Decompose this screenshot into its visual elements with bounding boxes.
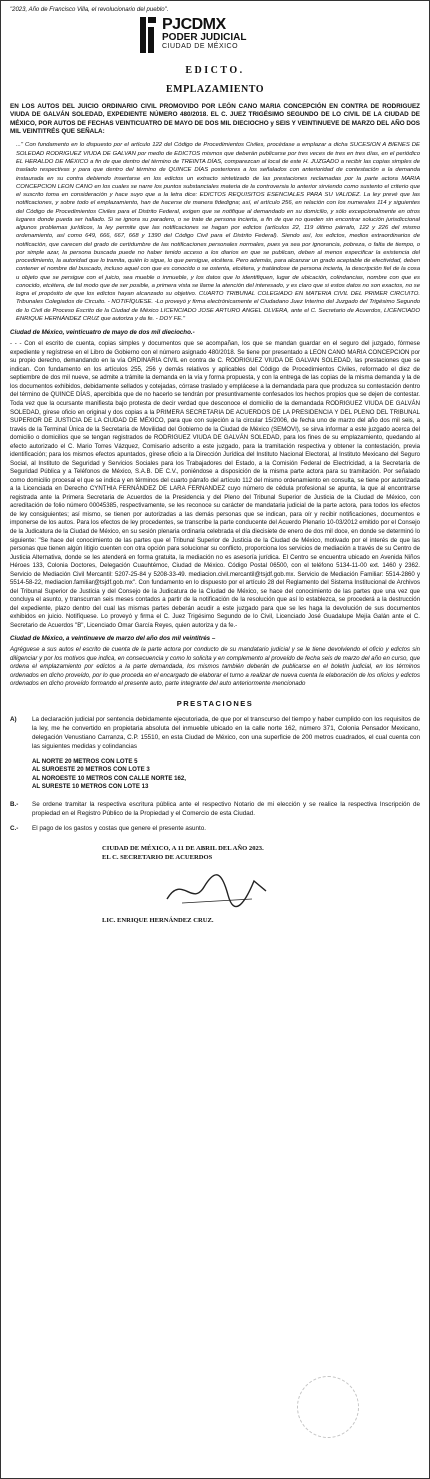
item-text: La declaración judicial por sentencia debidamente ejecutoriada, de que por el transcurso del tiempo y haber cumplido con los requisitos de la ley, me he convertido en propietaria absoluta del inmueble ubicado en la calle norte 162, número 371, Colonia Pensador Mexicano, delegación Venustiano Carranza, C.P. 15510, en esta Ciudad de México, con una superficie de 200 metros cuadrados, el cual cuenta con las siguientes medidas y colindancias (32, 716, 420, 751)
body-paragraph-1: - - - Con el escrito de cuenta, copias simples y documentos que se acompañan, los que se mandan guardar en el seguro del juzgado, fórmese expediente y regístrese en el Libro de Gobierno con el número asignado 480/2018. Se tiene por presentado a LEON CANO MARIA CONCEPCION por su propio derecho, demandando en la vía ORDINARIA CIVIL en contra de C. RODRIGUEZ VIUDA DE GALVAN SOLEDAD, las prestaciones que se indican. Con fundamento en los artículos 255, 256 y demás relativos y aplicables del Código de Procedimientos Civiles, reformado el diez de septiembre de dos mil nueve, se admite a trámite la demanda en la vía y forma propuesta, y con la entrega de las copias de la misma demanda y la de los documentos exhibidos, debidamente sellados y cotejadas, córrase traslado y emplácese a la demandada para que produzca su contestación dentro del término de QUINCE DÍAS, apercibida que de no hacerlo se tendrán por presuntivamente confesados los hechos propios que se dejen de contestar. Toda vez que la ocursante manifiesta bajo protesta de decir verdad que desconoce el domicilio de la demandada RODRIGUEZ VIUDA DE GALVÁN SOLEDAD, gírese oficio en original y dos copias a la PRIMERA SECRETARIA DE ACUERDOS DE LA PRESIDENCIA Y DEL PLENO DEL TRIBUNAL SUPERIOR DE JUSTICIA DE LA CIUDAD DE MÉXICO, para que con sujeción a la circular 15/2006, de fecha uno de marzo del año dos mil seis, a través de la Terminal Única de la Secretaría de Movilidad del Gobierno de la Ciudad de México (SEMOVI), se sirva informar a este juzgado acerca del domicilio o domicilios que se tengan registrados de RODRIGUEZ VIUDA DE GALVÁN SOLEDAD, para los fines de su emplazamiento, quedando al efecto autorizado el C. Mario Torres Vázquez, Comisario adscrito a este juzgado, para la tramitación respectiva y obtener la contestación, previa identificación; para los mismos efectos apuntados, gírese oficio a la Dirección Jurídica del Instituto Nacional Electoral, al Instituto Mexicano del Seguro Social, al Instituto de Seguridad y Servicios Sociales para los Trabajadores del Estado, a la Comisión Federal de Electricidad, a la Secretaría de Seguridad Pública y a Teléfonos de México, S.A.B. DE C.V., poniéndose a disposición de la misma parte actora para su tramitación. Por señalado como domicilio procesal el que se indica y en términos del cuarto párrafo del artículo 112 del mismo ordenamiento en consulta, se tiene por autorizada a la Licenciada en Derecho CYNTHIA FERNÁNDEZ DE LARA FERNANDEZ cuyo número de cédula profesional se apunta, la que al encontrarse registrada ante la Primera Secretaria de Acuerdos de la Presidencia y del Pleno del Tribunal Superior de Justicia de la Ciudad de México, con acreditación de folio número 00045385, respectivamente, se les reconoce su carácter de mandataria judicial de la parte actora, para todos los efectos de ley consiguientes; así mismo, se tienen por autorizadas a las demás personas que se indican, para oír y recibir notificaciones, documentos e imponerse de los autos. Para los efectos de ley procedentes, se transcribe la parte conducente del Acuerdo Plenario 10-03/2012 emitido por el Consejo de la Judicatura de la Ciudad de México, en su sesión plenaria ordinaria celebrada el día diecisiete de enero de dos mil doce, en donde se determinó lo siguiente: "Se hace del conocimiento de las partes que el Tribunal Superior de Justicia de la Ciudad de México, motivado por el interés de que las personas que tienen algún litigio cuenten con otra opción para solucionar su conflicto, proporciona los servicios de mediación a través de su Centro de Justicia Alternativa, donde se les atenderá en forma gratuita, la mediación no es asesoría jurídica. El Centro se encuentra ubicado en Avenida Niños Héroes 133, Colonia Doctores, Delegación Cuauhtémoc, Ciudad de México. Código Postal 06500, con el teléfono 5134-11-00 ext. 1460 y 2362. Servicio de Mediación Civil Mercantil: 5207-25-84 y 5208-33-49. mediacion.civil.mercantil@tsjdf.gob.mx. Servicio de Mediación Familiar: 5514-2860 y 5514-58-22, mediacion.familiar@tsjdf.gob.mx". Con fundamento en lo dispuesto por el artículo 28 del Reglamento del Sistema Institucional de Archivos del Tribunal Superior de Justicia y del Consejo de la Judicatura de la Ciudad de México, se hace del conocimiento de las partes que una vez que concluya el asunto, y transcurran seis meses contados a partir de la notificación de la resolución que así lo establezca, se procederá a la destrucción del expediente, plazo dentro del cual las mismas partes deberán acudir a este juzgado para que se les haga la devolución de sus documentos exhibidos en juicio. Notifíquese. Lo proveyó y firma el C. Juez Trigésimo Segundo de lo Civil, Licenciado José Guadalupe Mejía Galán ante el C. Secretario de Acuerdos "B", Licenciado Omar García Reyes, quien autoriza y da fe.- (10, 340, 420, 629)
date-heading-1: Ciudad de México, veinticuatro de mayo de dos mil dieciocho.- (10, 329, 195, 337)
logo-subtitle: PODER JUDICIAL (162, 32, 247, 43)
body-paragraph-2: Agréguese a sus autos el escrito de cuenta de la parte actora por conducto de su mandatario judicial y se le tiene devolviendo el oficio y edictos sin diligenciar y por los motivos que indica, en consecuencia y como lo solicita y en complemento al proveído de fecha seis de marzo del año en curso, que ordena el emplazamiento por edictos a la parte demandada, los mismos también deberán de publicarse en el boletín judicial, en los términos ordenados en dicho proveído, por lo que proceda en el encargado de elaborar el turno a realizar de nueva cuenta la elaboración de los oficios y edictos ordenados en dicho proveído formando el presente auto, parte integrante del auto anteriormente mencionado (10, 646, 420, 688)
date-heading-2: Ciudad de México, a veintinueve de marzo del año dos mil veintitrés – (10, 635, 216, 643)
colindancia-line: AL SUROESTE 20 METROS CON LOTE 3 (32, 766, 150, 774)
signature-name: LIC. ENRIQUE HERNÁNDEZ CRUZ. (102, 916, 214, 924)
colindancia-line: AL SURESTE 10 METROS CON LOTE 13 (32, 783, 149, 791)
document-title: EDICTO. (185, 65, 245, 76)
item-text: Se ordene tramitar la respectiva escritura pública ante el respectivo Notario de mi elección y se realice la respectiva Inscripción de propiedad en el Registro Público de la Propiedad y el Comercio de esta Ciudad. (32, 800, 420, 817)
item-text: El pago de los gastos y costas que genere el presente asunto. (32, 824, 206, 832)
prestacion-item-b (10, 800, 420, 818)
document-subtitle: EMPLAZAMIENTO (166, 84, 264, 95)
signature-scribble-icon (162, 869, 272, 909)
colindancias-list (32, 758, 420, 792)
court-seal-stamp (297, 1376, 359, 1438)
colindancia-line: AL NOROESTE 10 METROS CON CALLE NORTE 162, (32, 774, 186, 782)
auto-quote-paragraph: ..." Con fundamento en lo dispuesto por el artículo 122 del Código de Procedimientos Civiles, procédase a emplazar a dicha SUCESION A BIENES DE SOLEDAD RODRIGUEZ VIUDA DE GALVAN por medio de EDICTOS mismos que deberán publicarse por tres veces de tres en tres días, en el periódico EL HERALDO DE MÉXICO a fin de que dentro del término de TREINTA DÍAS, comparezcan al local de este H. JUZGADO a recibir las copias simples de traslado respectivas y para que dentro del término de QUINCE DÍAS posteriores a los señalados con anterioridad de contestación a la demanda instaurada en su contra debiendo insertarse en los edictos un extracto sintetizado de las prestaciones reclamadas por la parte actora MARIA CONCEPCION LEON CANO en los cuales se narre los puntos substanciales materia de la controversia lo anterior sirviendo como sustento el criterio que el suscrito toma en consideración y hace suyo que a la letra dice: EDICTOS REQUISITOS ESENCIALES PARA SU VALIDEZ. La ley prevé que las notificaciones, y sobre todo el emplazamiento, han de hacerse de manera fidedigna; así, el artículo 256, en relación con los numerales 114 y siguientes del Código de Procedimientos Civiles para el Distrito Federal, exigen que se notifique al demandado en su domicilio, y sólo excepcionalmente en otros lugares donde pueda ser hallado. Si se ignora su paradero, o se trate de persona incierta, a fin de que no queden sin encontrar solución jurisdiccional algunos problemas jurídicos, la ley permite que las notificaciones se hagan por edictos (artículos 22, 119 último párrafo, 122 y 226 del mismo ordenamiento, así como 649, 666, 667, 668 y 1390 del Código Civil para el Distrito Federal). Siendo así, los edictos, medios extraordinarios de notificación, que carecen del grado de certidumbre de las notificaciones personales normales, pues ya sea por ignorancia, pobreza, o falta de tiempo, o por simple azar, la persona buscada puede no haber tenido acceso a los diarios en que se publican, deben al menos especificar la existencia del procedimiento, la autoridad que lo tramita, quién lo sigue, lo que persigue, etcétera. Pero además, para alcanzar un grado aceptable de efectividad, deben contener el nombre del buscado, incluso aquel con que es conocido o se ostenta, etcétera, y tratándose de persona incierta, la descripción fiel de la cosa u objeto que se persigue con el juicio, sea mueble o inmueble, y los datos que lo identifiquen, lugar de ubicación, colindancias, nombre con que es conocido, etcétera, de tal modo que de ser posible, a primera vista se llame la atención del interesado, y es claro que si estos datos no son exactos, no se logra el propósito de que los edictos hayan alcanzado su objetivo. CUARTO TRIBUNAL COLEGIADO EN MATERIA CIVIL DEL PRIMER CIRCUITO. Tribunales Colegiados de Circuito. - NOTIFÍQUESE. -Lo proveyó y firma electrónicamente el Ciudadano Juez Interino del Juzgado del Trigésimo Segundo de lo Civil de Proceso Escrito de la Ciudad de México LICENCIADO JOSE ARTURO ANGEL OLVERA, ante el C. Secretario de Acuerdos, LICENCIADO ENRIQUE HERNÁNDEZ CRUZ que autoriza y da fe. - DOY FE." (16, 142, 420, 323)
signature-role: EL C. SECRETARIO DE ACUERDOS (102, 853, 213, 861)
logo-title: PJCDMX (162, 16, 226, 33)
prestacion-item-c (10, 824, 420, 833)
colindancia-line: AL NORTE 20 METROS CON LOTE 5 (32, 757, 138, 765)
prestacion-item-a (10, 715, 420, 752)
pjcdmx-logo (140, 17, 420, 63)
item-label: A) (10, 716, 17, 723)
signature-place-date: CIUDAD DE MÉXICO, A 11 DE ABRIL DEL AÑO 2023. (102, 845, 264, 852)
prestaciones-heading: PRESTACIONES (176, 699, 254, 708)
item-label: C.- (10, 824, 19, 832)
item-label: B.- (10, 800, 19, 808)
intro-paragraph: EN LOS AUTOS DEL JUICIO ORDINARIO CIVIL PROMOVIDO POR LEÓN CANO MARIA CONCEPCIÓN EN CONTRA DE RODRIGUEZ VIUDA DE GALVÁN SOLEDAD, EXPEDIENTE NÚMERO 480/2018. EL C. JUEZ TRIGÉSIMO SEGUNDO DE LO CIVIL DE LA CIUDAD DE MÉXICO, POR AUTOS DE FECHAS VEINTICUATRO DE MAYO DE DOS MIL DIECIOCHO y SEIS Y VEINTINUEVE DE MARZO DEL AÑO DOS MIL VEINTITRÉS QUE SEÑALA: (10, 103, 420, 136)
logo-city: CIUDAD DE MÉXICO (162, 43, 239, 50)
signature-block (102, 845, 420, 926)
pjcdmx-emblem-icon (140, 17, 158, 53)
motto-line: "2023, Año de Francisco Villa, el revolucionario del pueblo". (10, 7, 169, 13)
